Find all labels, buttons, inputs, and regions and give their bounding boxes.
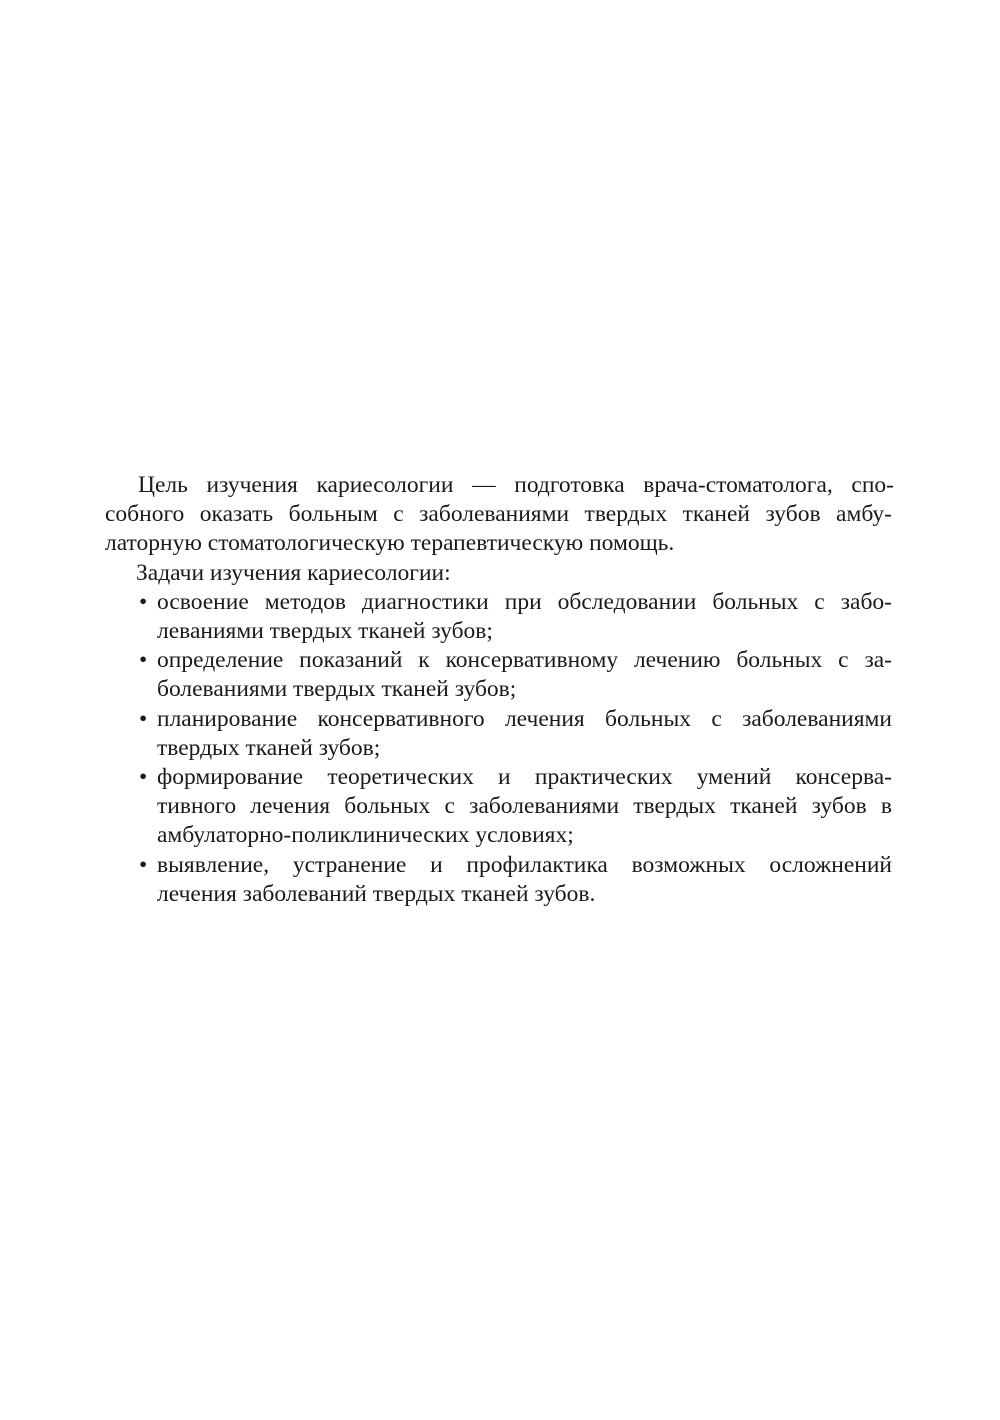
task-text [157, 851, 892, 909]
task-text [157, 763, 892, 851]
task-line: болеваниями твердых тканей зубов; [157, 676, 517, 703]
goal-paragraph [105, 471, 894, 559]
bullet-icon: • [139, 588, 148, 615]
task-line: лечения заболеваний твердых тканей зубов. [157, 880, 596, 907]
bullet-icon: • [139, 647, 148, 674]
goal-line: Цель изучения кариесологии — подготовка врача-стоматолога, спо- [138, 472, 894, 498]
list-item [136, 646, 892, 704]
task-line: выявление, устранение и профилактика возможных осложнений [157, 851, 892, 878]
list-item [136, 851, 892, 909]
task-line: планирование консервативного лечения больных с заболеваниями [157, 705, 892, 732]
tasks-heading: Задачи изучения кариесологии: [136, 559, 451, 586]
bullet-icon: • [139, 764, 148, 791]
task-text [157, 588, 892, 646]
text-block [105, 471, 894, 909]
list-item [136, 705, 892, 763]
task-line: тивного лечения больных с заболеваниями твердых тканей зубов в [157, 793, 892, 820]
task-line: определение показаний к консервативному лечению больных с за- [157, 647, 892, 674]
task-text [157, 646, 892, 704]
task-line: освоение методов диагностики при обследовании больных с забо- [157, 588, 892, 615]
bullet-icon: • [139, 705, 148, 732]
task-text [157, 705, 892, 763]
task-line: твердых тканей зубов; [157, 734, 381, 761]
goal-line: собного оказать больным с заболеваниями твердых тканей зубов амбу- [105, 501, 892, 528]
goal-line: латорную стоматологическую терапевтическую помощь. [105, 530, 675, 557]
tasks-list [136, 588, 892, 909]
task-line: амбулаторно-поликлинических условиях; [157, 822, 574, 849]
list-item [136, 588, 892, 646]
bullet-icon: • [139, 851, 148, 878]
task-line: формирование теоретических и практических умений консерва- [157, 764, 892, 791]
task-line: леваниями твердых тканей зубов; [157, 618, 493, 645]
list-item [136, 763, 892, 851]
